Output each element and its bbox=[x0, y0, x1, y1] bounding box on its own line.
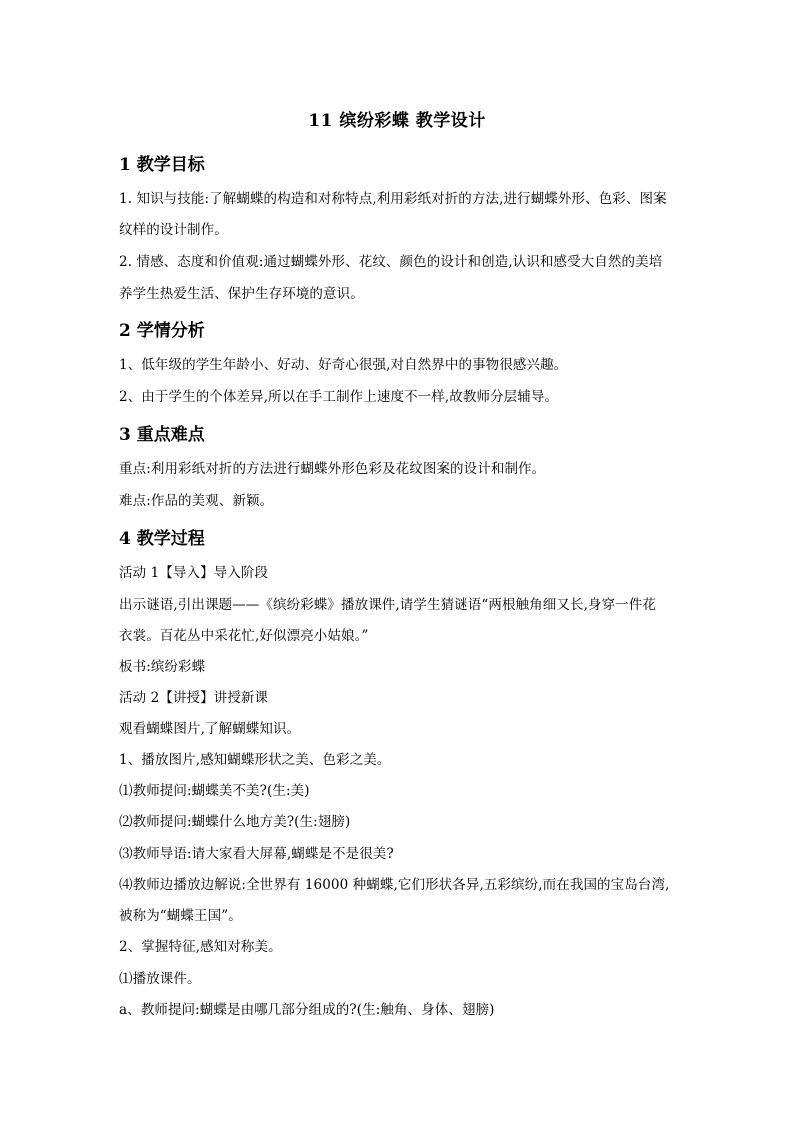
paragraph-line: ⑴教师提问:蝴蝶美不美?(生:美) bbox=[119, 783, 310, 799]
section-heading-process: 4 教学过程 bbox=[119, 529, 205, 549]
paragraph-line: 养学生热爱生活、保护生存环境的意识。 bbox=[119, 286, 364, 302]
paragraph-line: 2、掌握特征,感知对称美。 bbox=[119, 939, 282, 955]
section-heading-key-points: 3 重点难点 bbox=[119, 425, 205, 445]
paragraph-line: 1、低年级的学生年龄小、好动、好奇心很强,对自然界中的事物很感兴趣。 bbox=[119, 357, 568, 373]
paragraph-line: 难点:作品的美观、新颖。 bbox=[119, 493, 274, 509]
paragraph-line: ⑴播放课件。 bbox=[119, 971, 201, 987]
paragraph-line: a、教师提问:蝴蝶是由哪几部分组成的?(生:触角、身体、翅膀) bbox=[119, 1002, 495, 1018]
paragraph-line: ⑶教师导语:请大家看大屏幕,蝴蝶是不是很美? bbox=[119, 846, 394, 862]
paragraph-line: 出示谜语,引出课题——《缤纷彩蝶》播放课件,请学生猜谜语“两根触角细又长,身穿一件花 bbox=[119, 597, 656, 613]
section-heading-analysis: 2 学情分析 bbox=[119, 321, 205, 341]
paragraph-line: ⑷教师边播放边解说:全世界有 16000 种蝴蝶,它们形状各异,五彩缤纷,而在我国的宝岛台湾, bbox=[119, 877, 670, 893]
paragraph-line: ⑵教师提问:蝴蝶什么地方美?(生:翅膀) bbox=[119, 814, 351, 830]
paragraph-line: 重点:利用彩纸对折的方法进行蝴蝶外形色彩及花纹图案的设计和制作。 bbox=[119, 461, 546, 477]
paragraph-line: 1. 知识与技能:了解蝴蝶的构造和对称特点,利用彩纸对折的方法,进行蝴蝶外形、色彩、图案 bbox=[119, 191, 667, 207]
paragraph-line: 衣裳。百花丛中采花忙,好似漂亮小姑娘。” bbox=[119, 628, 369, 644]
paragraph-line: 活动 1【导入】导入阶段 bbox=[119, 565, 269, 581]
paragraph-line: 被称为“蝴蝶王国”。 bbox=[119, 908, 242, 924]
section-heading-objectives: 1 教学目标 bbox=[119, 155, 205, 175]
paragraph-line: 2. 情感、态度和价值观:通过蝴蝶外形、花纹、颜色的设计和创造,认识和感受大自然的美培 bbox=[119, 254, 663, 270]
document-title: 11 缤纷彩蝶 教学设计 bbox=[308, 111, 486, 131]
paragraph-line: 板书:缤纷彩蝶 bbox=[119, 659, 206, 675]
paragraph-line: 1、播放图片,感知蝴蝶形状之美、色彩之美。 bbox=[119, 752, 391, 768]
paragraph-line: 2、由于学生的个体差异,所以在手工制作上速度不一样,故教师分层辅导。 bbox=[119, 389, 559, 405]
paragraph-line: 活动 2【讲授】讲授新课 bbox=[119, 690, 269, 706]
paragraph-line: 观看蝴蝶图片,了解蝴蝶知识。 bbox=[119, 721, 301, 737]
paragraph-line: 纹样的设计制作。 bbox=[119, 222, 228, 238]
